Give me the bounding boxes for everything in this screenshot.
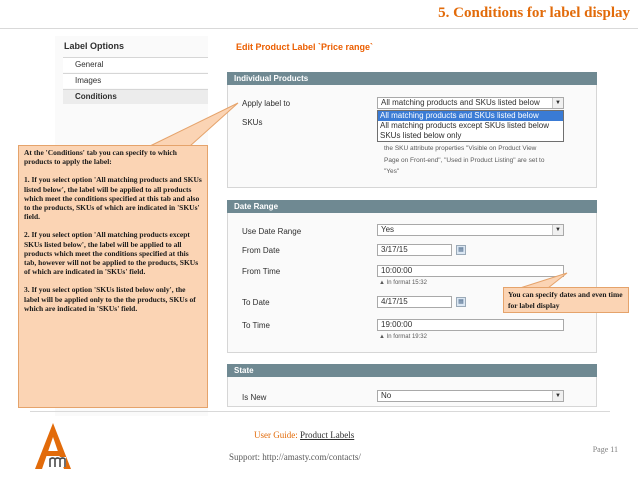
footer-divider — [30, 411, 610, 412]
option-all-matching-except-skus[interactable]: All matching products except SKUs listed below — [380, 121, 549, 130]
conditions-explanation-callout — [18, 145, 208, 408]
from-time-label: From Time — [242, 267, 281, 276]
chevron-down-icon[interactable]: ▼ — [552, 225, 563, 235]
use-date-range-value: Yes — [381, 225, 395, 234]
calendar-icon[interactable]: ▦ — [456, 297, 466, 307]
individual-products-header[interactable]: Individual Products — [227, 72, 597, 85]
label-options-header: Label Options — [64, 41, 125, 51]
to-time-label: To Time — [242, 321, 271, 330]
callout-option-3: 3. If you select option 'SKUs listed below only', the label will be applied only to the the products, SKUs of which are indicated in 'SKUs' field. — [24, 285, 196, 313]
sku-note-line-1: the SKU attribute properties "Visible on Product View — [384, 145, 537, 152]
footer-guide-prefix: User Guide: — [254, 430, 300, 440]
footer-support[interactable]: Support: http://amasty.com/contacts/ — [229, 452, 361, 462]
sku-note-line-2: Page on Front-end", "Used in Product Listing" are set to — [384, 157, 545, 164]
callout-right-tail — [520, 273, 567, 288]
from-time-input[interactable]: 10:00:00 — [377, 265, 564, 277]
state-header[interactable]: State — [227, 364, 597, 377]
date-range-header[interactable]: Date Range — [227, 200, 597, 213]
product-labels-link[interactable]: Product Labels — [300, 430, 355, 440]
tab-general[interactable]: General — [63, 57, 208, 72]
callout-option-2: 2. If you select option 'All matching products except SKUs listed below', the label will be applied to all products which meet the conditions specified at this tab, however will not be applied to the products, SKUs of which are indicated in 'SKUs' field. — [24, 230, 199, 277]
sku-note-line-3: "Yes" — [384, 168, 400, 175]
option-skus-only[interactable]: SKUs listed below only — [380, 131, 462, 140]
date-time-callout: You can specify dates and even time for label display — [503, 287, 629, 313]
calendar-icon[interactable]: ▦ — [456, 245, 466, 255]
chevron-down-icon[interactable]: ▼ — [552, 98, 563, 108]
tab-conditions[interactable]: Conditions — [63, 89, 208, 104]
is-new-label: Is New — [242, 393, 267, 402]
to-date-input[interactable]: 4/17/15 — [377, 296, 452, 308]
apply-label-to-label: Apply label to — [242, 99, 291, 108]
callout-intro: At the 'Conditions' tab you can specify to which products to apply the label: — [24, 148, 177, 167]
is-new-value: No — [381, 391, 392, 400]
to-time-input[interactable]: 19:00:00 — [377, 319, 564, 331]
page-number: Page 11 — [592, 445, 618, 454]
from-date-input[interactable]: 3/17/15 — [377, 244, 452, 256]
use-date-range-label: Use Date Range — [242, 227, 302, 236]
callout-main-tail — [150, 103, 238, 146]
amasty-logo-icon — [33, 421, 73, 473]
apply-label-to-value: All matching products and SKUs listed below — [381, 98, 540, 107]
to-time-format-note: ▲ In format 19:32 — [379, 334, 427, 340]
edit-product-label-title: Edit Product Label `Price range` — [236, 42, 374, 52]
footer-user-guide — [254, 430, 354, 440]
chevron-down-icon[interactable]: ▼ — [552, 391, 563, 401]
option-all-matching-and-skus[interactable]: All matching products and SKUs listed below — [378, 111, 563, 121]
tab-images[interactable]: Images — [63, 73, 208, 88]
from-date-label: From Date — [242, 246, 280, 255]
slide-title: 5. Conditions for label display — [438, 5, 630, 21]
to-date-label: To Date — [242, 298, 270, 307]
callout-option-1: 1. If you select option 'All matching products and SKUs listed below', the label will be applied to all products which meet the conditions specified at this tab and also to the products, SKUs of which are indicated in 'SKUs' field. — [24, 175, 202, 222]
skus-label: SKUs — [242, 118, 263, 127]
from-time-format-note: ▲ In format 15:32 — [379, 280, 427, 286]
